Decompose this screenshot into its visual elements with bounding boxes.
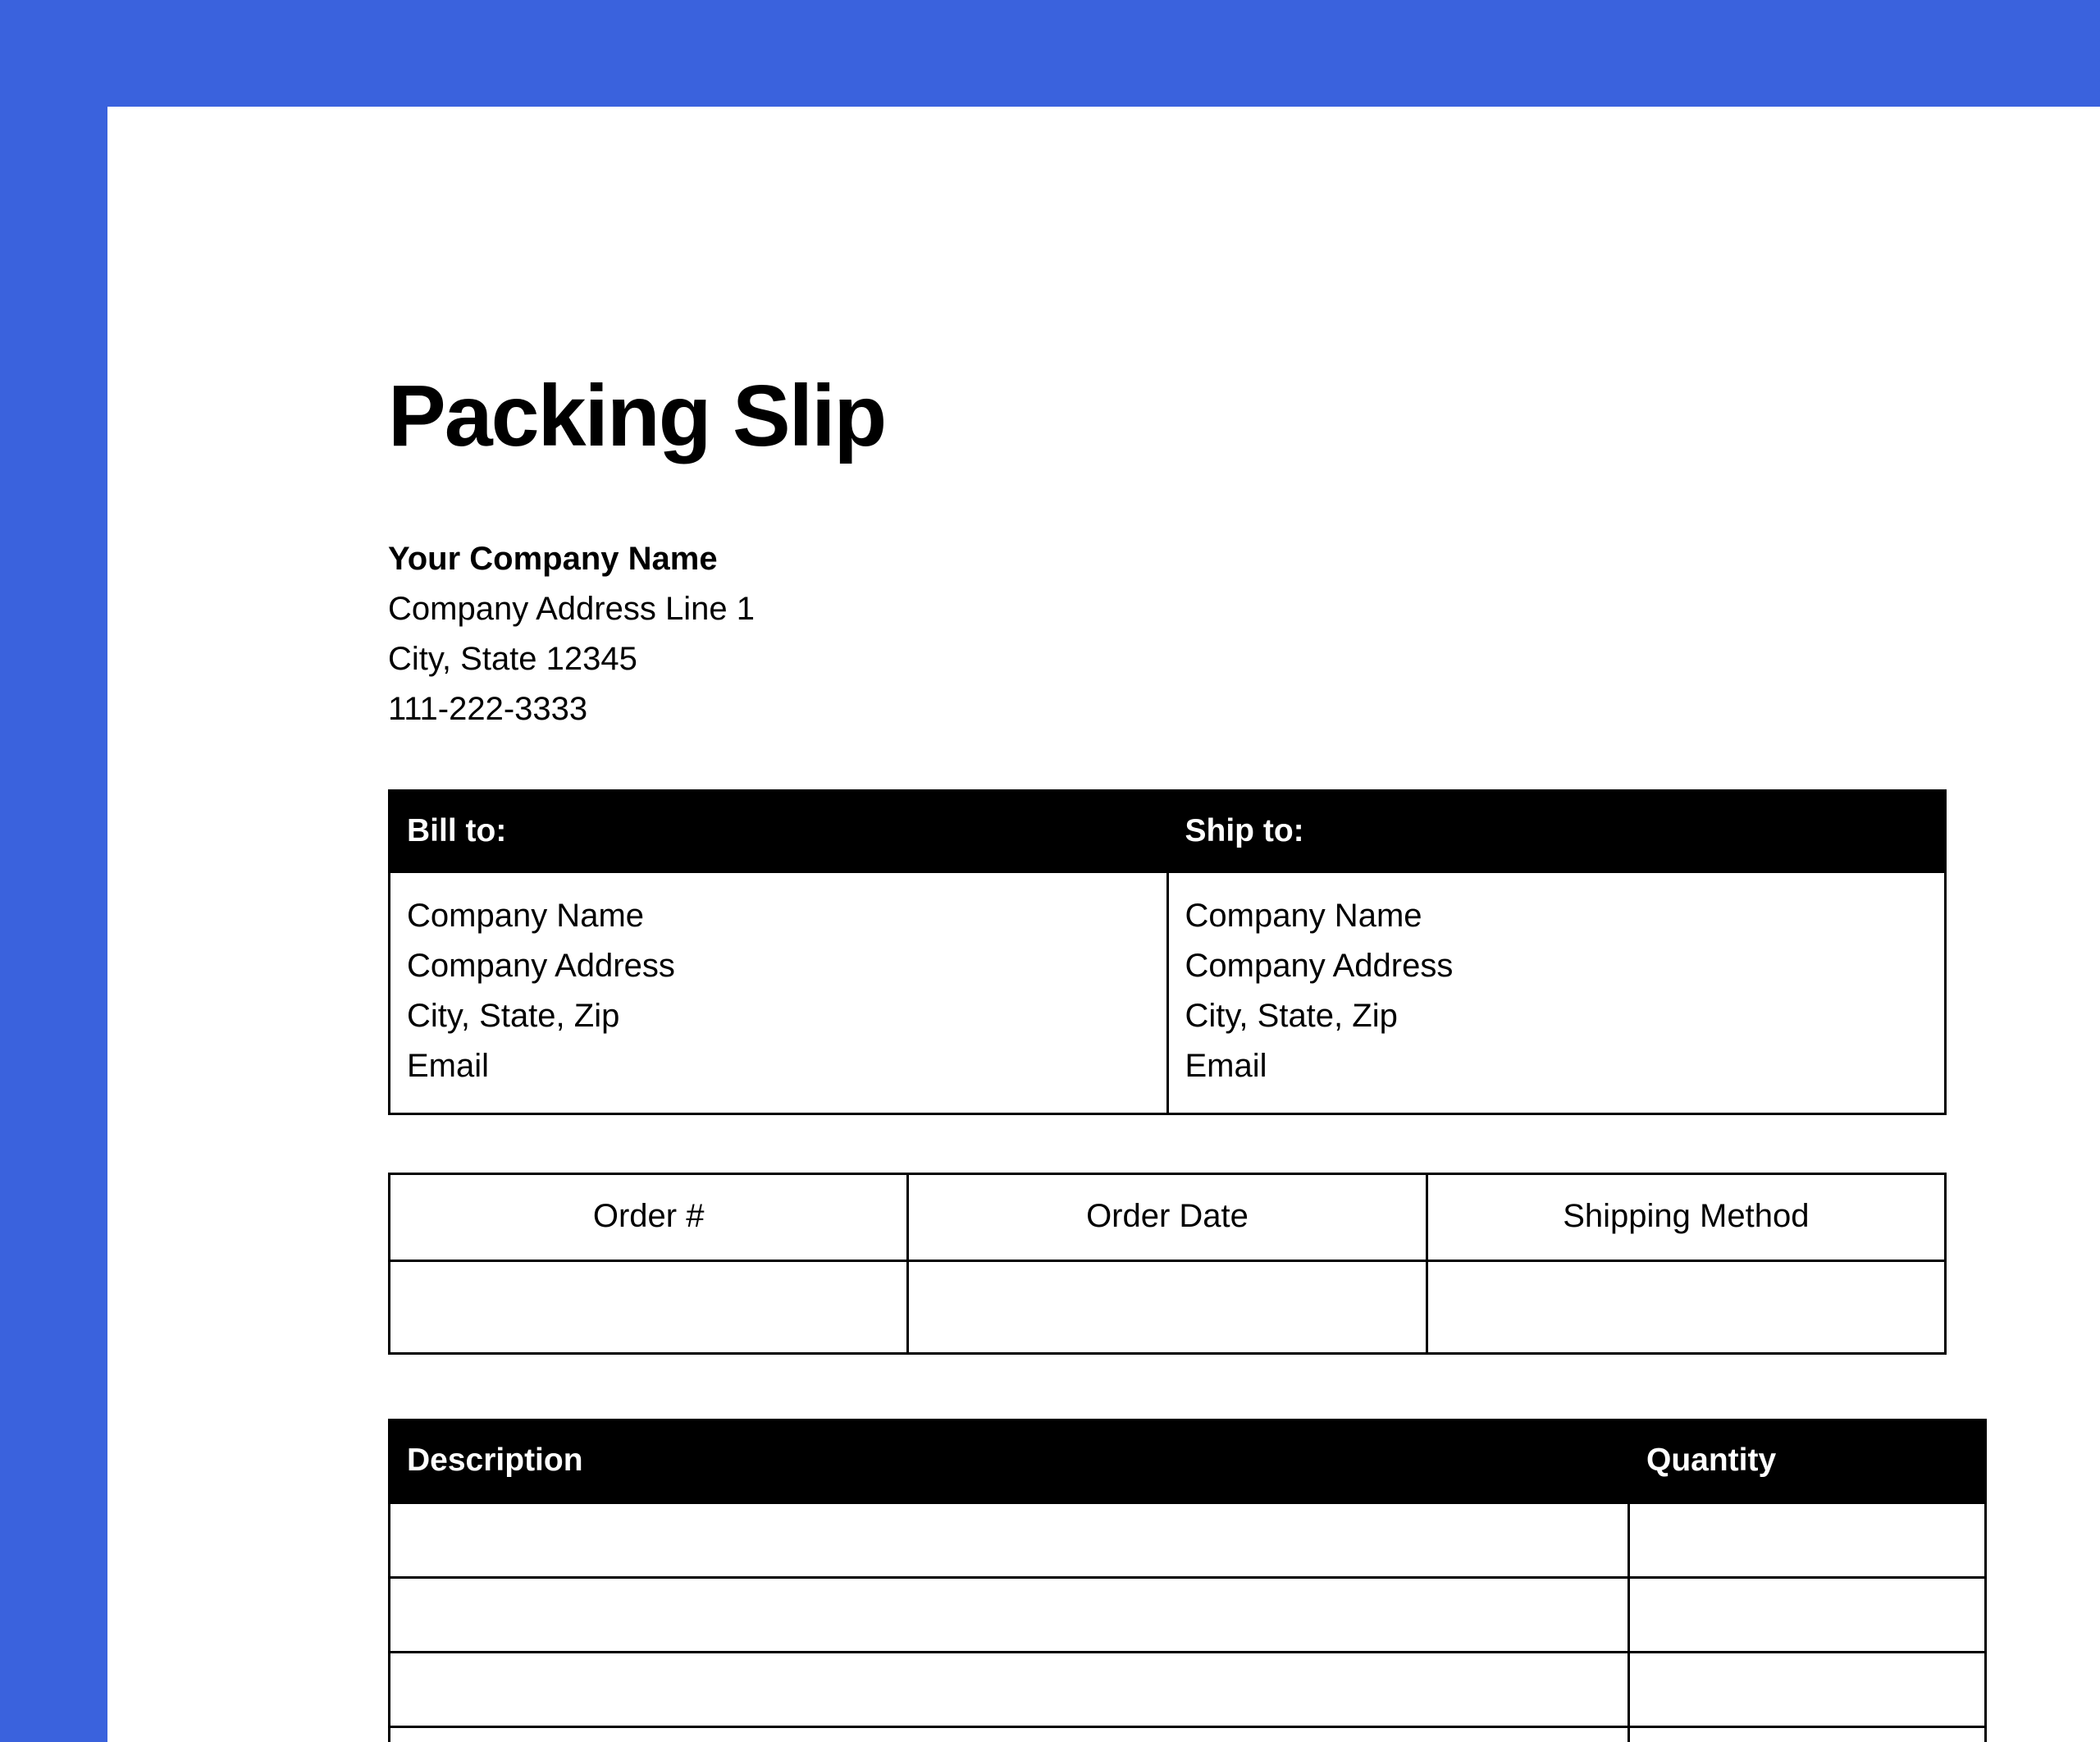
address-table-header-row — [390, 791, 1946, 872]
address-table — [388, 789, 1947, 1114]
document-page — [107, 107, 2100, 1742]
item-description-cell[interactable] — [390, 1726, 1629, 1742]
company-info-block — [388, 534, 1947, 734]
bill-to-line-2: Company Address — [407, 948, 675, 985]
quantity-header: Quantity — [1629, 1420, 1986, 1502]
item-description-cell[interactable] — [390, 1652, 1629, 1726]
table-row — [390, 1502, 1986, 1577]
item-description-cell[interactable] — [390, 1577, 1629, 1652]
bill-to-header: Bill to: — [390, 791, 1168, 872]
item-description-cell[interactable] — [390, 1502, 1629, 1577]
bill-to-line-1: Company Name — [407, 898, 645, 935]
company-phone: 111-222-3333 — [388, 690, 588, 727]
description-header: Description — [390, 1420, 1629, 1502]
order-number-field[interactable] — [390, 1260, 908, 1353]
order-date-field[interactable] — [908, 1260, 1427, 1353]
ship-to-line-2: Company Address — [1185, 948, 1454, 985]
ship-to-header: Ship to: — [1167, 791, 1946, 872]
order-info-table — [388, 1173, 1947, 1355]
ship-to-line-4: Email — [1185, 1047, 1267, 1084]
item-quantity-cell[interactable] — [1629, 1577, 1986, 1652]
ship-to-line-1: Company Name — [1185, 898, 1422, 935]
company-address-line-2: City, State 12345 — [388, 640, 637, 677]
bill-to-cell[interactable] — [390, 872, 1168, 1113]
shipping-method-header: Shipping Method — [1427, 1173, 1945, 1260]
ship-to-line-3: City, State, Zip — [1185, 998, 1398, 1035]
order-number-header: Order # — [390, 1173, 908, 1260]
table-row — [390, 1726, 1986, 1742]
bill-to-line-3: City, State, Zip — [407, 998, 620, 1035]
shipping-method-field[interactable] — [1427, 1260, 1945, 1353]
item-quantity-cell[interactable] — [1629, 1652, 1986, 1726]
item-quantity-cell[interactable] — [1629, 1502, 1986, 1577]
order-info-header-row — [390, 1173, 1946, 1260]
order-date-header: Order Date — [908, 1173, 1427, 1260]
order-info-value-row — [390, 1260, 1946, 1353]
company-address-line-1: Company Address Line 1 — [388, 591, 755, 628]
page-title: Packing Slip — [388, 368, 886, 464]
document-content — [388, 107, 1947, 1742]
address-table-row — [390, 872, 1946, 1113]
items-table-header-row — [390, 1420, 1986, 1502]
items-table — [388, 1419, 1987, 1742]
item-quantity-cell[interactable] — [1629, 1726, 1986, 1742]
table-row — [390, 1652, 1986, 1726]
table-row — [390, 1577, 1986, 1652]
company-name: Your Company Name — [388, 541, 718, 578]
bill-to-line-4: Email — [407, 1047, 490, 1084]
ship-to-cell[interactable] — [1167, 872, 1946, 1113]
